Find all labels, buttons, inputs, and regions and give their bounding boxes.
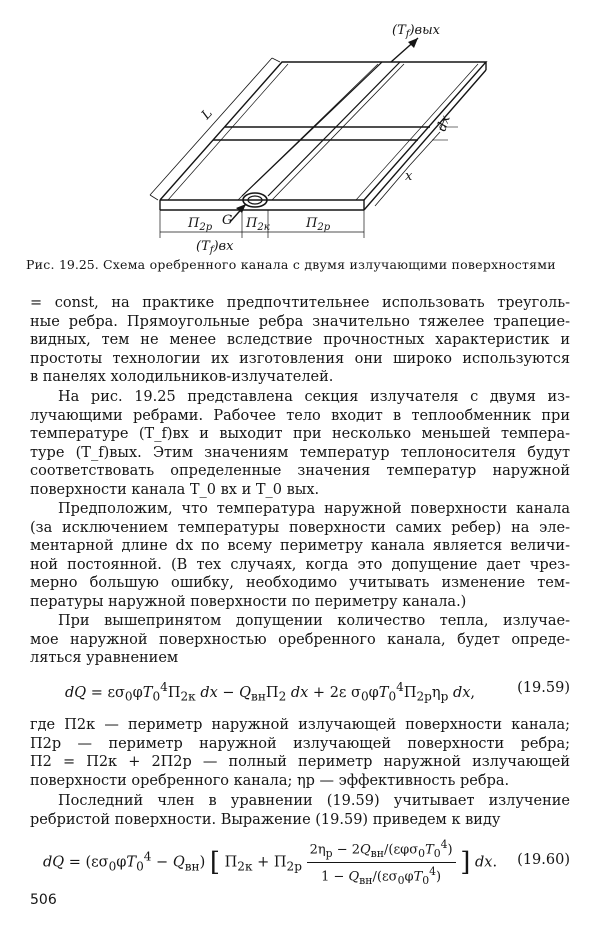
figure-caption: Рис. 19.25. Схема оребренного канала с двумя излучающими поверхностями (26, 257, 556, 272)
paragraph-1 (30, 294, 570, 387)
page-number: 506 (30, 892, 57, 908)
text-line: = const, на практике предпочтительнее использовать треуголь- (30, 295, 570, 311)
text-line: На рис. 19.25 представлена секция излучателя с двумя из- (58, 389, 570, 405)
text-line: пературы наружной поверхности по периметру канала.) (30, 593, 467, 610)
label-tf-out: $(T_f)вых$ (392, 23, 441, 40)
text-line: лучающими ребрами. Рабочее тело входит в теплообменник при (30, 407, 570, 424)
paragraph-4 (30, 612, 570, 668)
paragraph-2 (30, 388, 570, 500)
paragraph-3 (30, 500, 570, 612)
label-dx: dx (434, 113, 454, 134)
equation-body: dQ = $(\varepsilon\sigma_0\varphi T_0^4 - Q_{вн})$ [ $\Pi_{2к} + \Pi_{2р}$ $\frac{2\eta_р - 2Q_{вн}/(\varepsilon\varphi\sigma_0T_0^4)}{1 - Q_{вн}/(\varepsilon\sigma_0\varphi T_0^4)}$ ] dx. (42, 838, 498, 887)
text-line: ляться уравнением (30, 650, 179, 667)
equation-number: (19.60) (517, 852, 570, 868)
text-line: поверхности канала T_0 вх и T_0 вых. (30, 481, 320, 498)
text-line: температуре (T_f)вх и выходит при несколько меньшей темпера- (30, 426, 570, 443)
equation-body: dQ = $\varepsilon\sigma_0\varphi T_0^4\Pi_{2к}$ dx − $Q_{вн}\Pi_2$ dx + 2ε $\sigma_0\varphi T_0^4\Pi_{2р}\eta_р$ dx, (64, 680, 476, 704)
text-line: Предположим, что температура наружной поверхности канала (58, 501, 570, 517)
text-line: где Π2к — периметр наружной излучающей поверхности канала; (30, 717, 570, 733)
text-line: ной постоянной. (В тех случаях, когда это допущение дает чрез- (30, 556, 570, 573)
text-line: Π2р — периметр наружной излучающей поверхности ребра; (30, 735, 570, 752)
paragraph-5 (30, 716, 570, 790)
text-line: Последний член в уравнении (19.59) учитывает излучение (58, 793, 570, 809)
label-pi2p-right: $\Pi_{2р}$ (306, 216, 331, 233)
finned-channel-figure (0, 0, 600, 265)
label-tf-in: $(T_f)вх$ (196, 239, 234, 256)
text-line: При вышепринятом допущении количество тепла, излучае- (58, 613, 570, 629)
text-line: поверхности оребренного канала; ηр — эффективность ребра. (30, 772, 510, 789)
label-G: G (222, 213, 233, 228)
text-line: видных, тем не менее вследствие прочностных характеристик и (30, 332, 570, 349)
text-line: ребристой поверхности. Выражение (19.59) приведем к виду (30, 811, 501, 828)
label-pi2p-left: $\Pi_{2р}$ (188, 216, 213, 233)
text-line: соответствовать определенные значения температур наружной (30, 463, 570, 480)
panel-top-face (160, 62, 486, 200)
text-line: ментарной длине dx по всему периметру канала является величи- (30, 538, 570, 555)
text-line: ные ребра. Прямоугольные ребра значительно тяжелее трапецие- (30, 313, 570, 330)
text-line: (за исключением температуры поверхности самих ребер) на эле- (30, 519, 570, 536)
label-L: L (198, 106, 216, 123)
text-line: Π2 = Π2к + 2Π2р — полный периметр наружной излучающей (30, 754, 570, 771)
label-pi2k: $\Pi_{2к}$ (246, 216, 270, 233)
equation-number: (19.59) (517, 680, 570, 696)
text-line: мое наружной поверхностью оребренного канала, будет опреде- (30, 631, 570, 648)
text-line: туре (T_f)вых. Этим значениям температур теплоносителя будут (30, 444, 570, 461)
equation-19-60 (30, 838, 570, 888)
paragraph-6 (30, 792, 570, 829)
label-x: x (405, 169, 413, 184)
text-line: в панелях холодильников-излучателей. (30, 369, 334, 386)
text-line: мерно большую ошибку, необходимо учитывать изменение тем- (30, 575, 570, 592)
text-line: простоты технологии их изготовления они широко используются (30, 350, 570, 367)
